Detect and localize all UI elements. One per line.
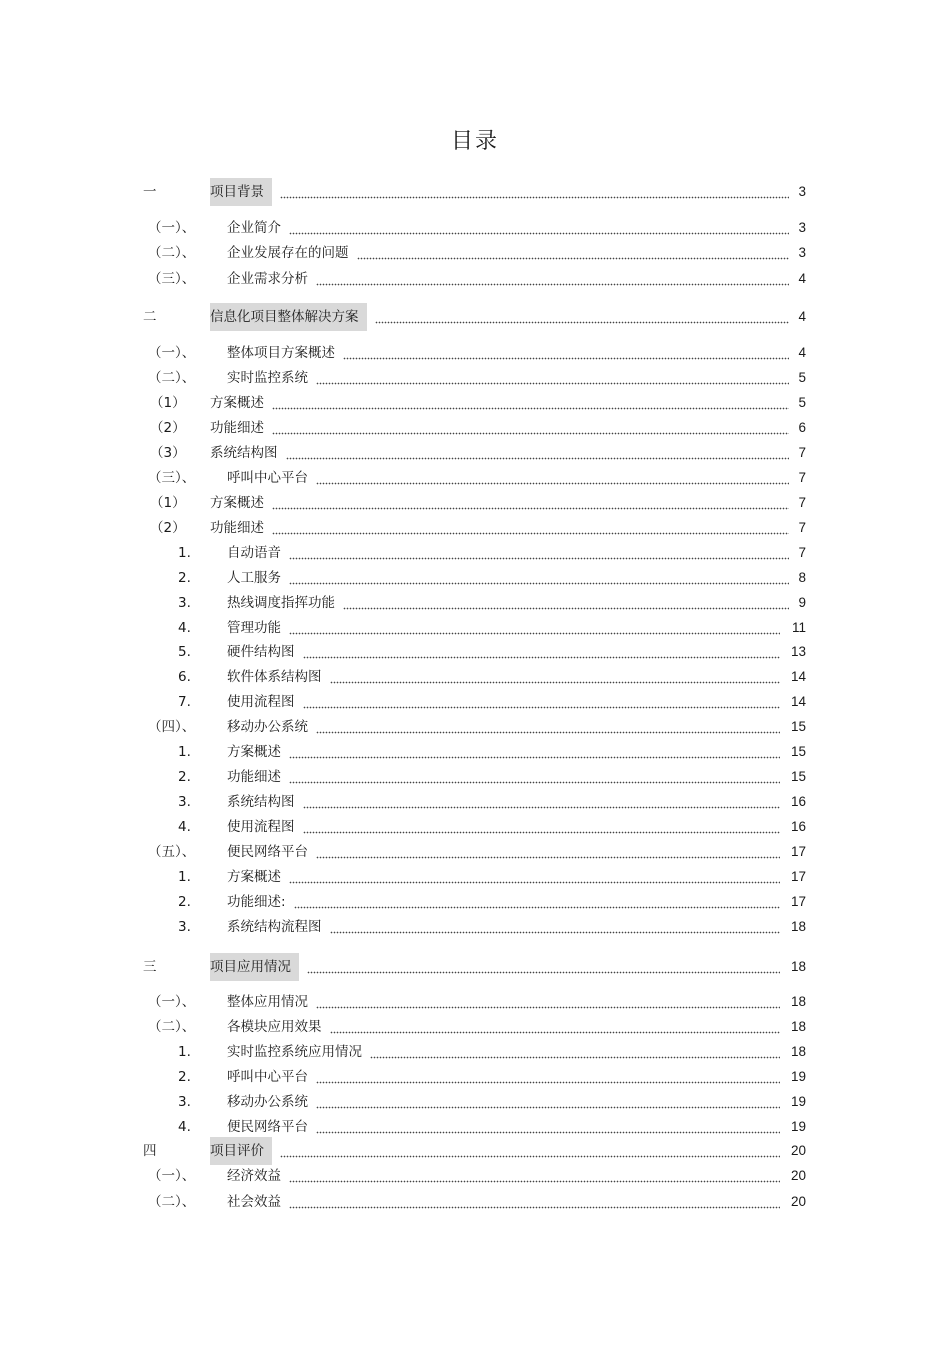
toc-entry[interactable] bbox=[0, 218, 950, 238]
toc-entry-number: （三）、 bbox=[148, 271, 196, 287]
toc-entry-page: 4 bbox=[798, 271, 806, 286]
toc-entry-number: （一）、 bbox=[148, 220, 196, 236]
toc-entry[interactable] bbox=[0, 1117, 950, 1137]
toc-entry-page: 7 bbox=[798, 495, 806, 510]
toc-entry[interactable] bbox=[0, 1192, 950, 1212]
toc-entry[interactable] bbox=[0, 269, 950, 289]
toc-entry-page: 15 bbox=[790, 744, 806, 759]
page-title: 目录 bbox=[450, 129, 499, 154]
toc-entry-page: 9 bbox=[798, 595, 806, 610]
toc-entry-number: （二）、 bbox=[148, 1194, 196, 1210]
toc-entry[interactable] bbox=[0, 957, 950, 977]
toc-entry-label[interactable]: 信息化项目整体解决方案 bbox=[210, 303, 367, 331]
toc-entry-page: 18 bbox=[790, 959, 806, 974]
toc-entry-label[interactable]: 自动语音 bbox=[227, 545, 281, 561]
toc-entry-page: 3 bbox=[798, 245, 806, 260]
toc-entry-page: 14 bbox=[790, 694, 806, 709]
toc-entry[interactable] bbox=[0, 742, 950, 762]
toc-entry-page: 7 bbox=[798, 520, 806, 535]
toc-entry-label[interactable]: 系统结构图 bbox=[210, 445, 278, 461]
toc-entry-page: 19 bbox=[790, 1119, 806, 1134]
toc-leader-dots bbox=[289, 867, 780, 887]
toc-leader-dots bbox=[272, 493, 789, 513]
toc-entry-label[interactable]: 项目背景 bbox=[210, 178, 272, 206]
toc-entry-page: 17 bbox=[790, 844, 806, 859]
toc-entry-page: 18 bbox=[790, 1044, 806, 1059]
toc-leader-dots bbox=[303, 792, 781, 812]
toc-entry-page: 3 bbox=[798, 220, 806, 235]
toc-leader-dots bbox=[272, 518, 789, 538]
toc-entry-page: 7 bbox=[798, 470, 806, 485]
toc-entry-page: 7 bbox=[798, 445, 806, 460]
toc-entry-label[interactable]: 功能细述 bbox=[210, 520, 264, 536]
toc-entry-number: 4. bbox=[178, 819, 191, 835]
toc-entry-label[interactable]: 热线调度指挥功能 bbox=[227, 595, 335, 611]
toc-entry-page: 13 bbox=[790, 644, 806, 659]
toc-entry-label[interactable]: 整体应用情况 bbox=[227, 994, 308, 1010]
toc-entry-label[interactable]: 项目评价 bbox=[210, 1137, 272, 1165]
toc-entry-number: （1） bbox=[150, 495, 186, 511]
toc-entry-label[interactable]: 项目应用情况 bbox=[210, 953, 299, 981]
toc-entry-number: 3. bbox=[178, 1094, 191, 1110]
toc-entry-label[interactable]: 系统结构图 bbox=[227, 794, 295, 810]
toc-entry-label[interactable]: 软件体系结构图 bbox=[227, 669, 322, 685]
toc-entry-label[interactable]: 方案概述 bbox=[210, 495, 264, 511]
toc-entry[interactable] bbox=[0, 1092, 950, 1112]
toc-entry-number: 6. bbox=[178, 669, 191, 685]
toc-entry-number: 二 bbox=[143, 309, 157, 325]
toc-leader-dots bbox=[316, 368, 789, 388]
toc-entry-label[interactable]: 使用流程图 bbox=[227, 694, 295, 710]
toc-entry-label[interactable]: 实时监控系统 bbox=[227, 370, 308, 386]
toc-entry-number: （二）、 bbox=[148, 370, 196, 386]
toc-entry-label[interactable]: 呼叫中心平台 bbox=[227, 470, 308, 486]
toc-leader-dots bbox=[286, 443, 790, 463]
toc-entry-page: 8 bbox=[798, 570, 806, 585]
toc-leader-dots bbox=[280, 182, 789, 202]
toc-leader-dots bbox=[316, 717, 780, 737]
toc-leader-dots bbox=[294, 892, 780, 912]
toc-leader-dots bbox=[272, 393, 789, 413]
toc-entry-label[interactable]: 方案概述 bbox=[227, 744, 281, 760]
toc-entry-page: 18 bbox=[790, 919, 806, 934]
toc-entry-page: 15 bbox=[790, 719, 806, 734]
toc-leader-dots bbox=[289, 1192, 780, 1212]
toc-entry[interactable] bbox=[0, 182, 950, 202]
toc-entry-label[interactable]: 企业发展存在的问题 bbox=[227, 245, 349, 261]
toc-entry[interactable] bbox=[0, 642, 950, 662]
toc-entry-label[interactable]: 整体项目方案概述 bbox=[227, 345, 335, 361]
toc-entry-number: （一）、 bbox=[148, 1168, 196, 1184]
toc-entry[interactable] bbox=[0, 468, 950, 488]
toc-entry[interactable] bbox=[0, 817, 950, 837]
toc-entry-number: （五）、 bbox=[148, 844, 196, 860]
toc-entry-label[interactable]: 呼叫中心平台 bbox=[227, 1069, 308, 1085]
toc-entry-number: （1） bbox=[150, 395, 186, 411]
toc-entry-page: 16 bbox=[790, 819, 806, 834]
toc-leader-dots bbox=[330, 667, 781, 687]
toc-entry-page: 4 bbox=[798, 345, 806, 360]
toc-entry[interactable] bbox=[0, 1141, 950, 1161]
toc-entry[interactable] bbox=[0, 1017, 950, 1037]
toc-entry[interactable] bbox=[0, 418, 950, 438]
toc-leader-dots bbox=[289, 742, 780, 762]
toc-entry-page: 18 bbox=[790, 994, 806, 1009]
toc-entry-label[interactable]: 社会效益 bbox=[227, 1194, 281, 1210]
toc-entry[interactable] bbox=[0, 343, 950, 363]
toc-leader-dots bbox=[289, 543, 789, 563]
toc-entry-number: （2） bbox=[150, 420, 186, 436]
toc-entry-number: 四 bbox=[143, 1143, 157, 1159]
toc-entry[interactable] bbox=[0, 568, 950, 588]
toc-entry[interactable] bbox=[0, 1166, 950, 1186]
toc-entry-page: 5 bbox=[798, 395, 806, 410]
toc-entry-page: 16 bbox=[790, 794, 806, 809]
toc-leader-dots bbox=[343, 343, 789, 363]
toc-entry[interactable] bbox=[0, 618, 950, 638]
toc-entry[interactable] bbox=[0, 518, 950, 538]
toc-entry-number: 7. bbox=[178, 694, 191, 710]
toc-entry-number: （2） bbox=[150, 520, 186, 536]
toc-entry[interactable] bbox=[0, 892, 950, 912]
toc-entry[interactable] bbox=[0, 307, 950, 327]
toc-leader-dots bbox=[316, 1117, 780, 1137]
toc-entry[interactable] bbox=[0, 1042, 950, 1062]
toc-entry-label[interactable]: 实时监控系统应用情况 bbox=[227, 1044, 362, 1060]
toc-entry-page: 15 bbox=[790, 769, 806, 784]
toc-entry-number: 2. bbox=[178, 1069, 191, 1085]
toc-entry[interactable] bbox=[0, 792, 950, 812]
toc-entry[interactable] bbox=[0, 917, 950, 937]
toc-entry-page: 20 bbox=[790, 1143, 806, 1158]
toc-entry-number: 2. bbox=[178, 570, 191, 586]
toc-entry-page: 14 bbox=[790, 669, 806, 684]
toc-leader-dots bbox=[289, 1166, 780, 1186]
toc-entry-number: 1. bbox=[178, 744, 191, 760]
toc-entry[interactable] bbox=[0, 717, 950, 737]
toc-leader-dots bbox=[289, 618, 780, 638]
toc-entry-label[interactable]: 系统结构流程图 bbox=[227, 919, 322, 935]
toc-entry[interactable] bbox=[0, 243, 950, 263]
toc-entry-number: （二）、 bbox=[148, 1019, 196, 1035]
toc-leader-dots bbox=[316, 842, 780, 862]
toc-entry[interactable] bbox=[0, 543, 950, 563]
toc-leader-dots bbox=[303, 817, 781, 837]
toc-entry-number: 4. bbox=[178, 1119, 191, 1135]
toc-entry-label[interactable]: 各模块应用效果 bbox=[227, 1019, 322, 1035]
toc-leader-dots bbox=[316, 269, 789, 289]
toc-entry-number: （三）、 bbox=[148, 470, 196, 486]
toc-entry[interactable] bbox=[0, 593, 950, 613]
toc-leader-dots bbox=[289, 568, 789, 588]
toc-entry-page: 18 bbox=[790, 1019, 806, 1034]
toc-entry-page: 20 bbox=[790, 1168, 806, 1183]
toc-entry-page: 7 bbox=[798, 545, 806, 560]
toc-entry-number: （一）、 bbox=[148, 345, 196, 361]
toc-entry-number: 三 bbox=[143, 959, 157, 975]
toc-leader-dots bbox=[303, 642, 781, 662]
toc-leader-dots bbox=[375, 307, 790, 327]
toc-leader-dots bbox=[316, 468, 789, 488]
toc-leader-dots bbox=[343, 593, 789, 613]
toc-entry-number: （二）、 bbox=[148, 245, 196, 261]
toc-entry-page: 3 bbox=[798, 184, 806, 199]
toc-entry-number: 3. bbox=[178, 919, 191, 935]
toc-entry-label[interactable]: 使用流程图 bbox=[227, 819, 295, 835]
toc-leader-dots bbox=[316, 992, 780, 1012]
toc-entry-number: 4. bbox=[178, 620, 191, 636]
toc-entry-page: 17 bbox=[790, 869, 806, 884]
toc-entry-label[interactable]: 移动办公系统 bbox=[227, 719, 308, 735]
toc-entry-number: （四）、 bbox=[148, 719, 196, 735]
toc-entry-page: 20 bbox=[790, 1194, 806, 1209]
toc-leader-dots bbox=[357, 243, 790, 263]
toc-entry-label[interactable]: 人工服务 bbox=[227, 570, 281, 586]
toc-entry-label[interactable]: 功能细述: bbox=[227, 894, 286, 910]
toc-entry-label[interactable]: 企业需求分析 bbox=[227, 271, 308, 287]
toc-leader-dots bbox=[316, 1092, 780, 1112]
toc-leader-dots bbox=[370, 1042, 780, 1062]
toc-entry-label[interactable]: 方案概述 bbox=[210, 395, 264, 411]
toc-entry[interactable] bbox=[0, 867, 950, 887]
toc-entry-number: 5. bbox=[178, 644, 191, 660]
toc-leader-dots bbox=[316, 1067, 780, 1087]
toc-entry-number: 3. bbox=[178, 595, 191, 611]
toc-leader-dots bbox=[307, 957, 780, 977]
toc-entry-number: （3） bbox=[150, 445, 186, 461]
toc-leader-dots bbox=[280, 1141, 780, 1161]
toc-entry-page: 11 bbox=[791, 620, 806, 635]
toc-entry-label[interactable]: 管理功能 bbox=[227, 620, 281, 636]
toc-entry[interactable] bbox=[0, 1067, 950, 1087]
toc-entry-page: 19 bbox=[790, 1069, 806, 1084]
toc-entry[interactable] bbox=[0, 443, 950, 463]
toc-entry-number: 3. bbox=[178, 794, 191, 810]
toc-leader-dots bbox=[272, 418, 789, 438]
toc-leader-dots bbox=[330, 917, 781, 937]
toc-entry-number: 1. bbox=[178, 545, 191, 561]
toc-entry-label[interactable]: 功能细述 bbox=[210, 420, 264, 436]
toc-entry-number: 2. bbox=[178, 769, 191, 785]
toc-entry[interactable] bbox=[0, 368, 950, 388]
toc-leader-dots bbox=[289, 767, 780, 787]
toc-entry-number: 2. bbox=[178, 894, 191, 910]
toc-entry[interactable] bbox=[0, 493, 950, 513]
toc-entry[interactable] bbox=[0, 393, 950, 413]
toc-entry-page: 6 bbox=[798, 420, 806, 435]
toc-entry-label[interactable]: 硬件结构图 bbox=[227, 644, 295, 660]
toc-entry-number: （一）、 bbox=[148, 994, 196, 1010]
toc-entry-label[interactable]: 经济效益 bbox=[227, 1168, 281, 1184]
toc-leader-dots bbox=[330, 1017, 781, 1037]
toc-entry[interactable] bbox=[0, 667, 950, 687]
toc-entry-number: 1. bbox=[178, 1044, 191, 1060]
toc-entry-label[interactable]: 便民网络平台 bbox=[227, 844, 308, 860]
toc-entry-label[interactable]: 便民网络平台 bbox=[227, 1119, 308, 1135]
toc-leader-dots bbox=[303, 692, 781, 712]
toc-entry-page: 5 bbox=[798, 370, 806, 385]
toc-entry-label[interactable]: 方案概述 bbox=[227, 869, 281, 885]
toc-entry[interactable] bbox=[0, 992, 950, 1012]
toc-entry-label[interactable]: 移动办公系统 bbox=[227, 1094, 308, 1110]
toc-entry-number: 一 bbox=[143, 184, 157, 200]
toc-entry[interactable] bbox=[0, 767, 950, 787]
toc-entry-page: 17 bbox=[790, 894, 806, 909]
toc-entry[interactable] bbox=[0, 692, 950, 712]
toc-leader-dots bbox=[289, 218, 789, 238]
toc-entry[interactable] bbox=[0, 842, 950, 862]
toc-entry-page: 19 bbox=[790, 1094, 806, 1109]
toc-entry-number: 1. bbox=[178, 869, 191, 885]
toc-entry-label[interactable]: 企业简介 bbox=[227, 220, 281, 236]
toc-entry-page: 4 bbox=[798, 309, 806, 324]
toc-entry-label[interactable]: 功能细述 bbox=[227, 769, 281, 785]
